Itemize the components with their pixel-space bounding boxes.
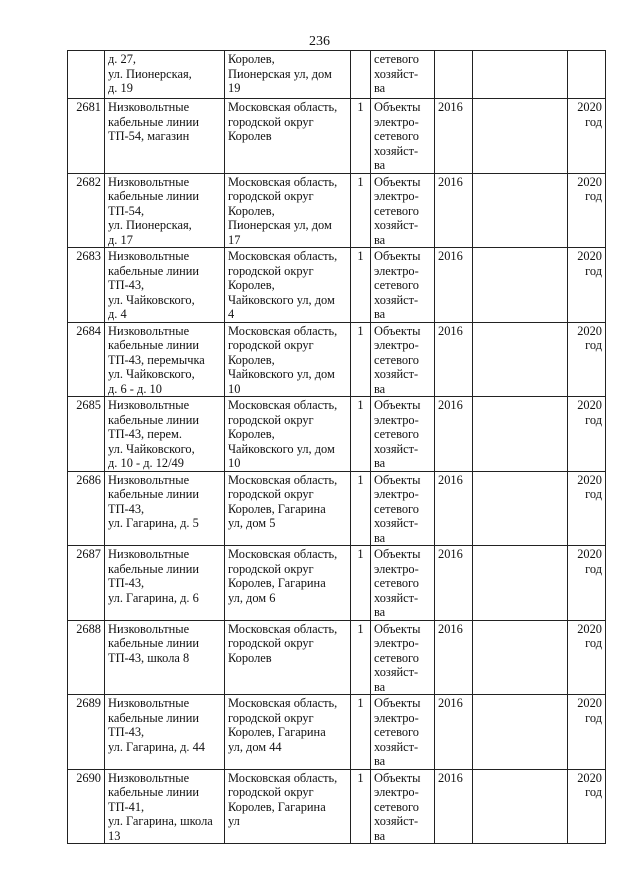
- blank-cell-cell: [473, 173, 568, 248]
- year-cell: 2016: [435, 695, 473, 770]
- object-address-cell: Московская область, городской округ Королев: [225, 99, 351, 174]
- quantity-cell: 1: [351, 546, 371, 621]
- table-body: [68, 51, 606, 844]
- object-name-cell: Низковольтные кабельные линии ТП-41, ул. Гагарина, школа 13: [105, 769, 225, 844]
- quantity-cell: 1: [351, 397, 371, 472]
- term-cell: 2020 год: [568, 471, 606, 546]
- term-cell: 2020 год: [568, 546, 606, 621]
- object-name-cell: Низковольтные кабельные линии ТП-43, перем. ул. Чайковского, д. 10 - д. 12/49: [105, 397, 225, 472]
- table-row: [68, 397, 606, 472]
- object-address-cell: Московская область, городской округ Королев, Чайковского ул, дом 10: [225, 397, 351, 472]
- row-number-cell: 2689: [68, 695, 105, 770]
- object-address-cell: Московская область, городской округ Королев, Пионерская ул, дом 17: [225, 173, 351, 248]
- quantity-cell: 1: [351, 695, 371, 770]
- quantity-cell: 1: [351, 322, 371, 397]
- quantity-cell: 1: [351, 769, 371, 844]
- object-name-cell: Низковольтные кабельные линии ТП-43, ул. Гагарина, д. 44: [105, 695, 225, 770]
- object-address-cell: Королев, Пионерская ул, дом 19: [225, 51, 351, 99]
- term-cell: [568, 51, 606, 99]
- blank-cell-cell: [473, 620, 568, 695]
- blank-cell-cell: [473, 248, 568, 323]
- object-name-cell: Низковольтные кабельные линии ТП-43, ул. Чайковского, д. 4: [105, 248, 225, 323]
- object-type-cell: Объекты электро- сетевого хозяйст- ва: [371, 695, 435, 770]
- blank-cell-cell: [473, 322, 568, 397]
- year-cell: 2016: [435, 471, 473, 546]
- object-name-cell: Низковольтные кабельные линии ТП-43, перемычка ул. Чайковского, д. 6 - д. 10: [105, 322, 225, 397]
- blank-cell-cell: [473, 546, 568, 621]
- year-cell: 2016: [435, 769, 473, 844]
- object-type-cell: Объекты электро- сетевого хозяйст- ва: [371, 620, 435, 695]
- term-cell: 2020 год: [568, 99, 606, 174]
- row-number-cell: 2690: [68, 769, 105, 844]
- row-number-cell: 2682: [68, 173, 105, 248]
- blank-cell-cell: [473, 769, 568, 844]
- page-number: 236: [309, 34, 330, 49]
- object-address-cell: Московская область, городской округ Королев, Гагарина ул: [225, 769, 351, 844]
- object-type-cell: сетевого хозяйст- ва: [371, 51, 435, 99]
- term-cell: 2020 год: [568, 397, 606, 472]
- object-address-cell: Московская область, городской округ Королев, Гагарина ул, дом 5: [225, 471, 351, 546]
- object-name-cell: д. 27, ул. Пионерская, д. 19: [105, 51, 225, 99]
- object-type-cell: Объекты электро- сетевого хозяйст- ва: [371, 397, 435, 472]
- term-cell: 2020 год: [568, 769, 606, 844]
- row-number-cell: 2684: [68, 322, 105, 397]
- quantity-cell: 1: [351, 620, 371, 695]
- row-number-cell: [68, 51, 105, 99]
- row-number-cell: 2687: [68, 546, 105, 621]
- year-cell: [435, 51, 473, 99]
- row-number-cell: 2688: [68, 620, 105, 695]
- object-name-cell: Низковольтные кабельные линии ТП-43, ул. Гагарина, д. 6: [105, 546, 225, 621]
- table-row: [68, 695, 606, 770]
- object-type-cell: Объекты электро- сетевого хозяйст- ва: [371, 173, 435, 248]
- year-cell: 2016: [435, 620, 473, 695]
- year-cell: 2016: [435, 322, 473, 397]
- quantity-cell: 1: [351, 471, 371, 546]
- quantity-cell: 1: [351, 248, 371, 323]
- property-table: [67, 50, 606, 844]
- table-row: [68, 769, 606, 844]
- blank-cell-cell: [473, 471, 568, 546]
- quantity-cell: 1: [351, 99, 371, 174]
- row-number-cell: 2685: [68, 397, 105, 472]
- table-row: [68, 620, 606, 695]
- table-row: [68, 322, 606, 397]
- blank-cell-cell: [473, 695, 568, 770]
- term-cell: 2020 год: [568, 322, 606, 397]
- object-type-cell: Объекты электро- сетевого хозяйст- ва: [371, 546, 435, 621]
- row-number-cell: 2683: [68, 248, 105, 323]
- row-number-cell: 2681: [68, 99, 105, 174]
- object-address-cell: Московская область, городской округ Королев, Чайковского ул, дом 10: [225, 322, 351, 397]
- year-cell: 2016: [435, 546, 473, 621]
- year-cell: 2016: [435, 99, 473, 174]
- quantity-cell: [351, 51, 371, 99]
- table-row: [68, 248, 606, 323]
- object-address-cell: Московская область, городской округ Королев, Чайковского ул, дом 4: [225, 248, 351, 323]
- table-row: [68, 546, 606, 621]
- object-type-cell: Объекты электро- сетевого хозяйст- ва: [371, 248, 435, 323]
- table-row: [68, 471, 606, 546]
- term-cell: 2020 год: [568, 695, 606, 770]
- year-cell: 2016: [435, 248, 473, 323]
- blank-cell-cell: [473, 99, 568, 174]
- object-name-cell: Низковольтные кабельные линии ТП-43, школа 8: [105, 620, 225, 695]
- row-number-cell: 2686: [68, 471, 105, 546]
- object-address-cell: Московская область, городской округ Королев, Гагарина ул, дом 44: [225, 695, 351, 770]
- year-cell: 2016: [435, 173, 473, 248]
- blank-cell-cell: [473, 397, 568, 472]
- year-cell: 2016: [435, 397, 473, 472]
- term-cell: 2020 год: [568, 248, 606, 323]
- term-cell: 2020 год: [568, 173, 606, 248]
- object-address-cell: Московская область, городской округ Королев: [225, 620, 351, 695]
- table-row: [68, 173, 606, 248]
- blank-cell-cell: [473, 51, 568, 99]
- object-name-cell: Низковольтные кабельные линии ТП-43, ул. Гагарина, д. 5: [105, 471, 225, 546]
- table-row: [68, 51, 606, 99]
- object-name-cell: Низковольтные кабельные линии ТП-54, магазин: [105, 99, 225, 174]
- object-type-cell: Объекты электро- сетевого хозяйст- ва: [371, 99, 435, 174]
- object-type-cell: Объекты электро- сетевого хозяйст- ва: [371, 322, 435, 397]
- object-type-cell: Объекты электро- сетевого хозяйст- ва: [371, 471, 435, 546]
- object-address-cell: Московская область, городской округ Королев, Гагарина ул, дом 6: [225, 546, 351, 621]
- object-type-cell: Объекты электро- сетевого хозяйст- ва: [371, 769, 435, 844]
- table-row: [68, 99, 606, 174]
- quantity-cell: 1: [351, 173, 371, 248]
- object-name-cell: Низковольтные кабельные линии ТП-54, ул. Пионерская, д. 17: [105, 173, 225, 248]
- term-cell: 2020 год: [568, 620, 606, 695]
